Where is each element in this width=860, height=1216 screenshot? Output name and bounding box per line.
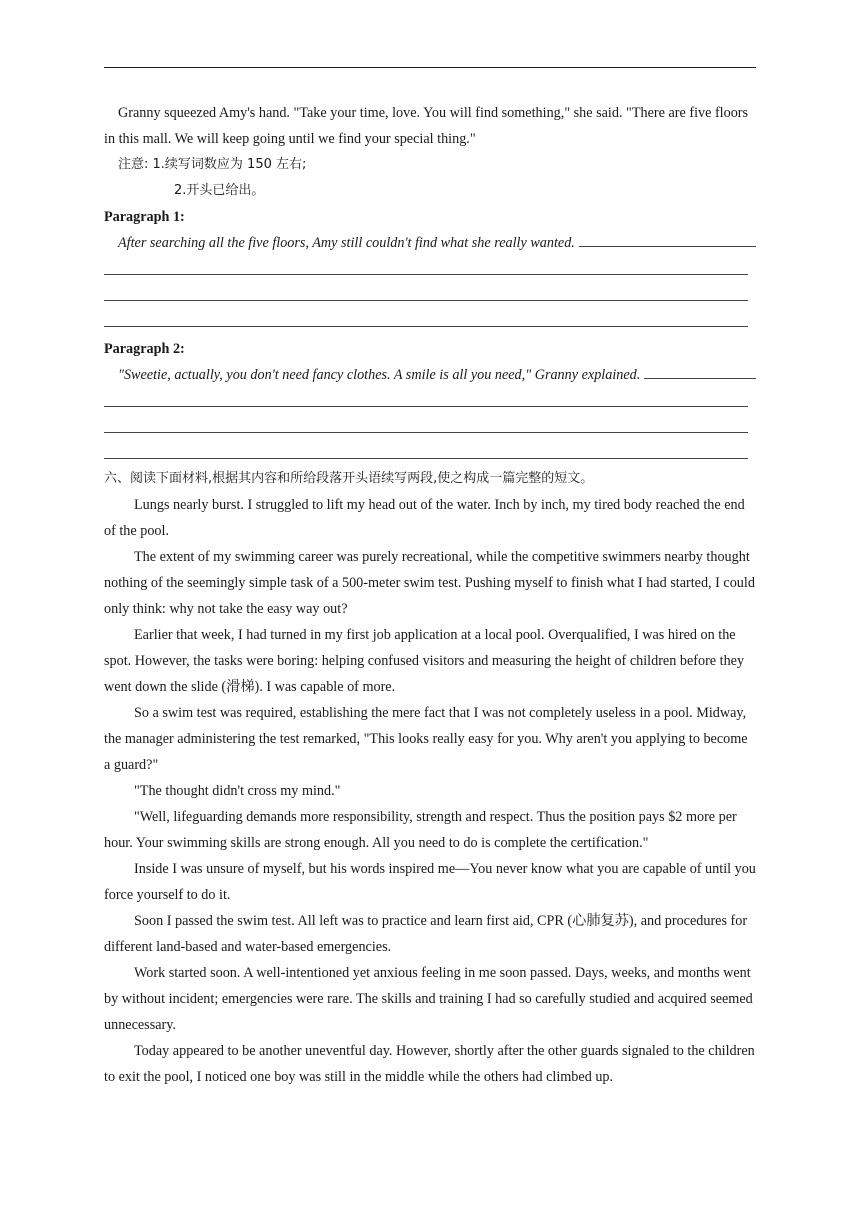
writing-line[interactable] <box>104 256 756 282</box>
story-paragraph: Inside I was unsure of myself, but his words inspired me—You never know what you are capable of until you force yourself to do it. <box>104 861 756 903</box>
writing-blank[interactable] <box>644 363 756 379</box>
writing-line[interactable] <box>104 282 756 308</box>
story-paragraph: Earlier that week, I had turned in my first job application at a local pool. Overqualified, I was hired on the spot. However, the tasks were boring: helping confused visitors and measuring the height of children before they went down the slide (滑梯). I was capable of more. <box>104 627 745 695</box>
story-text <box>104 492 756 1090</box>
story-paragraph: Today appeared to be another uneventful day. However, shortly after the other guards signaled to the children to exit the pool, I noticed one boy was still in the middle while the others had climbed up. <box>104 1043 755 1085</box>
story-paragraph: Work started soon. A well-intentioned yet anxious feeling in me soon passed. Days, weeks, and months went by without incident; emergencies were rare. The skills and training I had so carefully studied and acquired seemed unnecessary. <box>104 965 753 1033</box>
story-paragraph: "Well, lifeguarding demands more responsibility, strength and respect. Thus the position pays $2 more per hour. Your swimming skills are strong enough. All you need to do is complete the certification." <box>104 809 737 851</box>
paragraph-2-lead-line <box>104 362 756 388</box>
story-paragraph: The extent of my swimming career was purely recreational, while the competitive swimmers nearby thought nothing of the seemingly simple task of a 500-meter swim test. Pushing myself to finish what I had started, I could only think: why not take the easy way out? <box>104 549 755 617</box>
intro-paragraph: Granny squeezed Amy's hand. "Take your time, love. You will find something," she said. "There are five floors in this mall. We will keep going until we find your special thing." <box>104 105 749 147</box>
header-rule <box>104 67 756 68</box>
story-paragraph: "The thought didn't cross my mind." <box>134 783 341 799</box>
story-paragraph: So a swim test was required, establishing the mere fact that I was not completely useless in a pool. Midway, the manager administering the test remarked, "This looks really easy for you. Why aren't you applying to become a guard?" <box>104 705 748 773</box>
section-6-instruction: 六、阅读下面材料,根据其内容和所给段落开头语续写两段,使之构成一篇完整的短文。 <box>104 471 594 486</box>
note-item-2: 2.开头已给出。 <box>174 183 265 198</box>
writing-line[interactable] <box>104 388 756 414</box>
paragraph-1-heading: Paragraph 1: <box>104 209 185 225</box>
writing-line[interactable] <box>104 414 756 440</box>
paragraph-1-lead-line <box>104 230 756 256</box>
paragraph-2-lead: "Sweetie, actually, you don't need fancy clothes. A smile is all you need," Granny explained. <box>118 367 641 383</box>
writing-line[interactable] <box>104 308 756 334</box>
document-body <box>104 100 756 1090</box>
writing-blank[interactable] <box>579 231 756 247</box>
note-item-1: 注意: 1.续写词数应为 150 左右; <box>118 157 307 172</box>
story-paragraph: Lungs nearly burst. I struggled to lift my head out of the water. Inch by inch, my tired body reached the end of the pool. <box>104 497 745 539</box>
story-paragraph: Soon I passed the swim test. All left was to practice and learn first aid, CPR (心肺复苏), and procedures for different land-based and water-based emergencies. <box>104 913 748 955</box>
writing-line[interactable] <box>104 440 756 466</box>
paragraph-2-heading: Paragraph 2: <box>104 341 185 357</box>
paragraph-1-lead: After searching all the five floors, Amy still couldn't find what she really wanted. <box>118 235 575 251</box>
